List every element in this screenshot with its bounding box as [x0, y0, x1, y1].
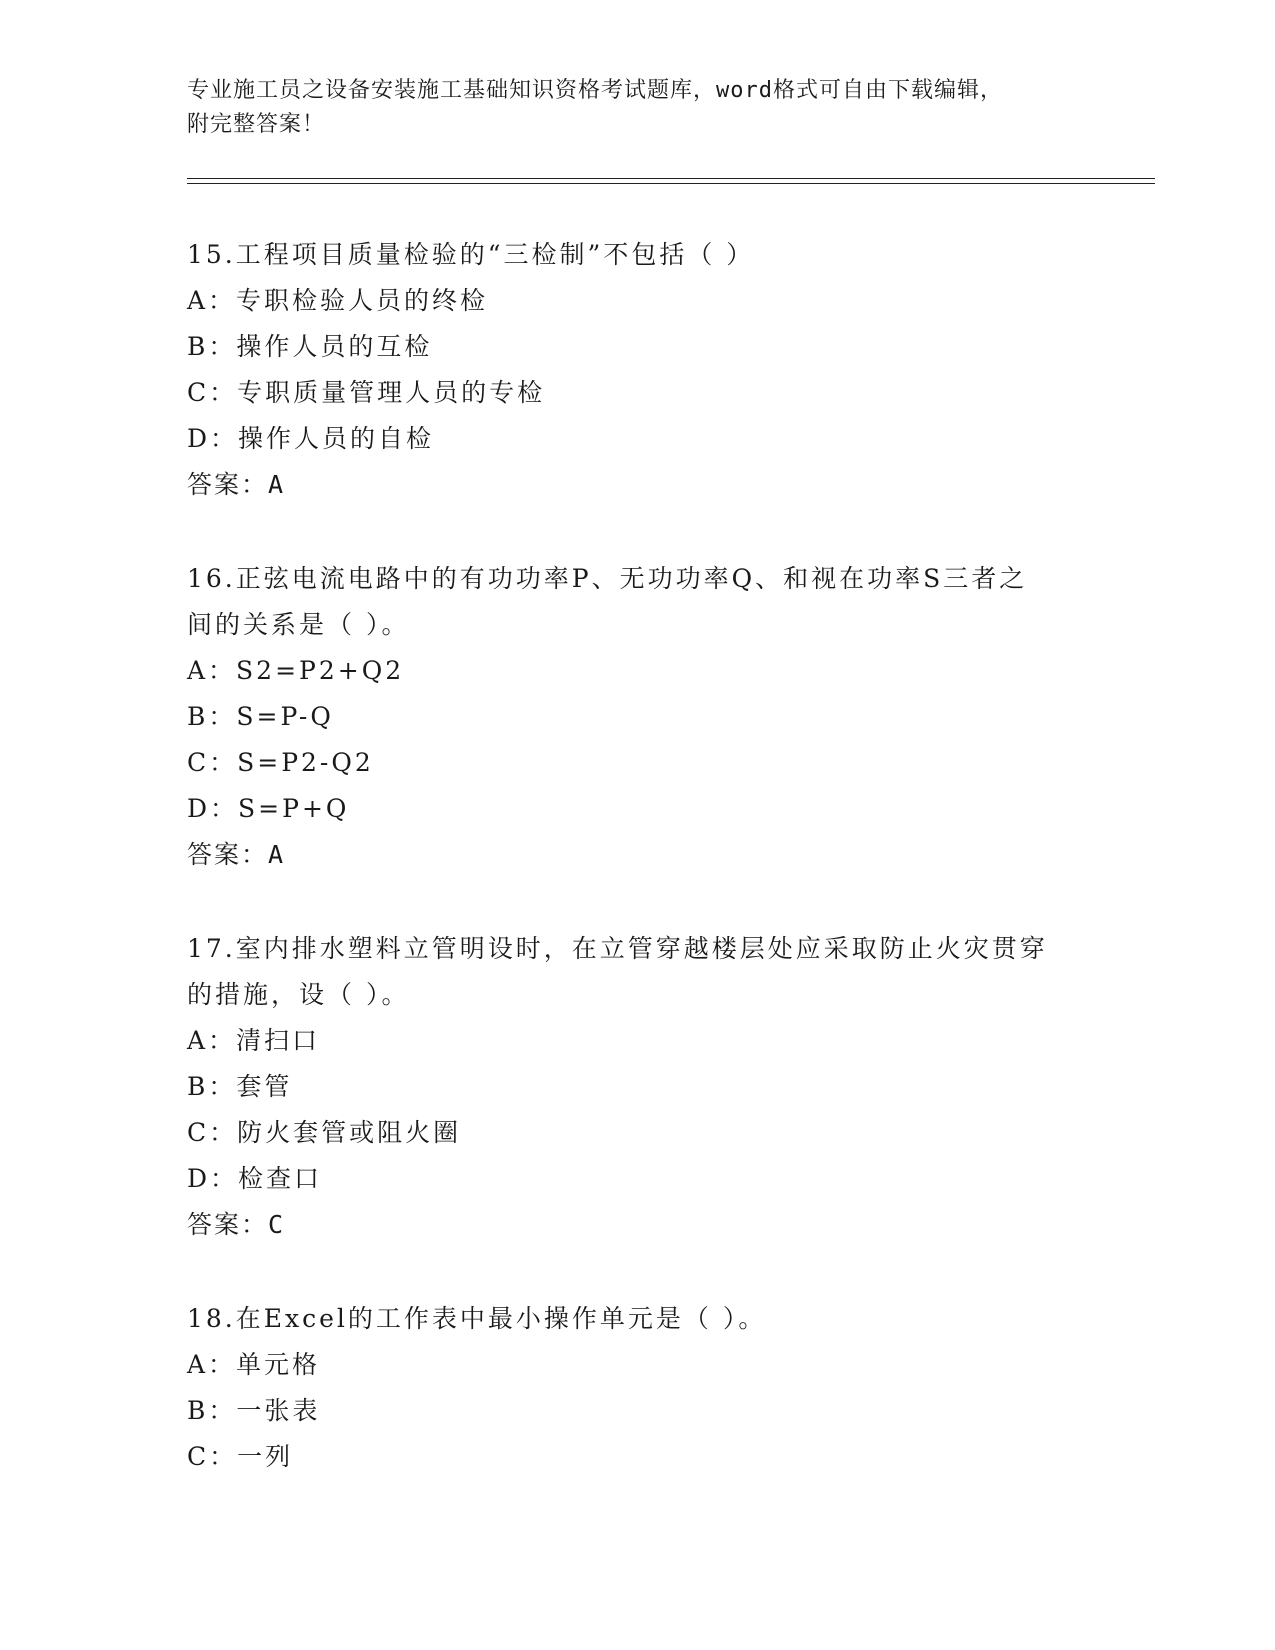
option-c: C：一列 [187, 1442, 294, 1471]
question-stem: 15.工程项目质量检验的“三检制”不包括（ ） [187, 240, 755, 269]
option-c: C：专职质量管理人员的专检 [187, 378, 546, 407]
option-b: B：S=P-Q [187, 702, 334, 731]
answer: 答案：C [187, 1210, 286, 1239]
answer: 答案：A [187, 470, 286, 499]
option-c: C：防火套管或阻火圈 [187, 1118, 462, 1147]
option-a: A：清扫口 [187, 1026, 321, 1055]
header-divider [187, 178, 1155, 179]
option-b: B：一张表 [187, 1396, 321, 1425]
option-b: B：套管 [187, 1072, 293, 1101]
question-stem: 间的关系是（ ）。 [187, 610, 410, 639]
option-a: A：S2=P2+Q2 [187, 656, 405, 685]
option-d: D：操作人员的自检 [187, 424, 435, 453]
option-d: D：S=P+Q [187, 794, 350, 823]
question-18 [187, 1296, 1087, 1480]
question-stem: 的措施，设（ ）。 [187, 980, 410, 1009]
header-line: 专业施工员之设备安装施工基础知识资格考试题库，word格式可自由下载编辑， [187, 78, 1003, 103]
question-stem: 16.正弦电流电路中的有功功率P、无功功率Q、和视在功率S三者之 [187, 564, 1028, 593]
answer: 答案：A [187, 840, 286, 869]
document-header [187, 74, 1087, 142]
question-17 [187, 926, 1087, 1248]
question-15 [187, 232, 1087, 508]
question-stem: 17.室内排水塑料立管明设时，在立管穿越楼层处应采取防止火灾贯穿 [187, 934, 1048, 963]
option-a: A：专职检验人员的终检 [187, 286, 489, 315]
option-b: B：操作人员的互检 [187, 332, 433, 361]
option-d: D：检查口 [187, 1164, 323, 1193]
option-a: A：单元格 [187, 1350, 321, 1379]
header-divider [187, 183, 1155, 184]
question-stem: 18.在Excel的工作表中最小操作单元是（ ）。 [187, 1304, 767, 1333]
option-c: C：S=P2-Q2 [187, 748, 374, 777]
question-list [187, 232, 1087, 1528]
question-16 [187, 556, 1087, 878]
header-line: 附完整答案！ [187, 112, 326, 137]
